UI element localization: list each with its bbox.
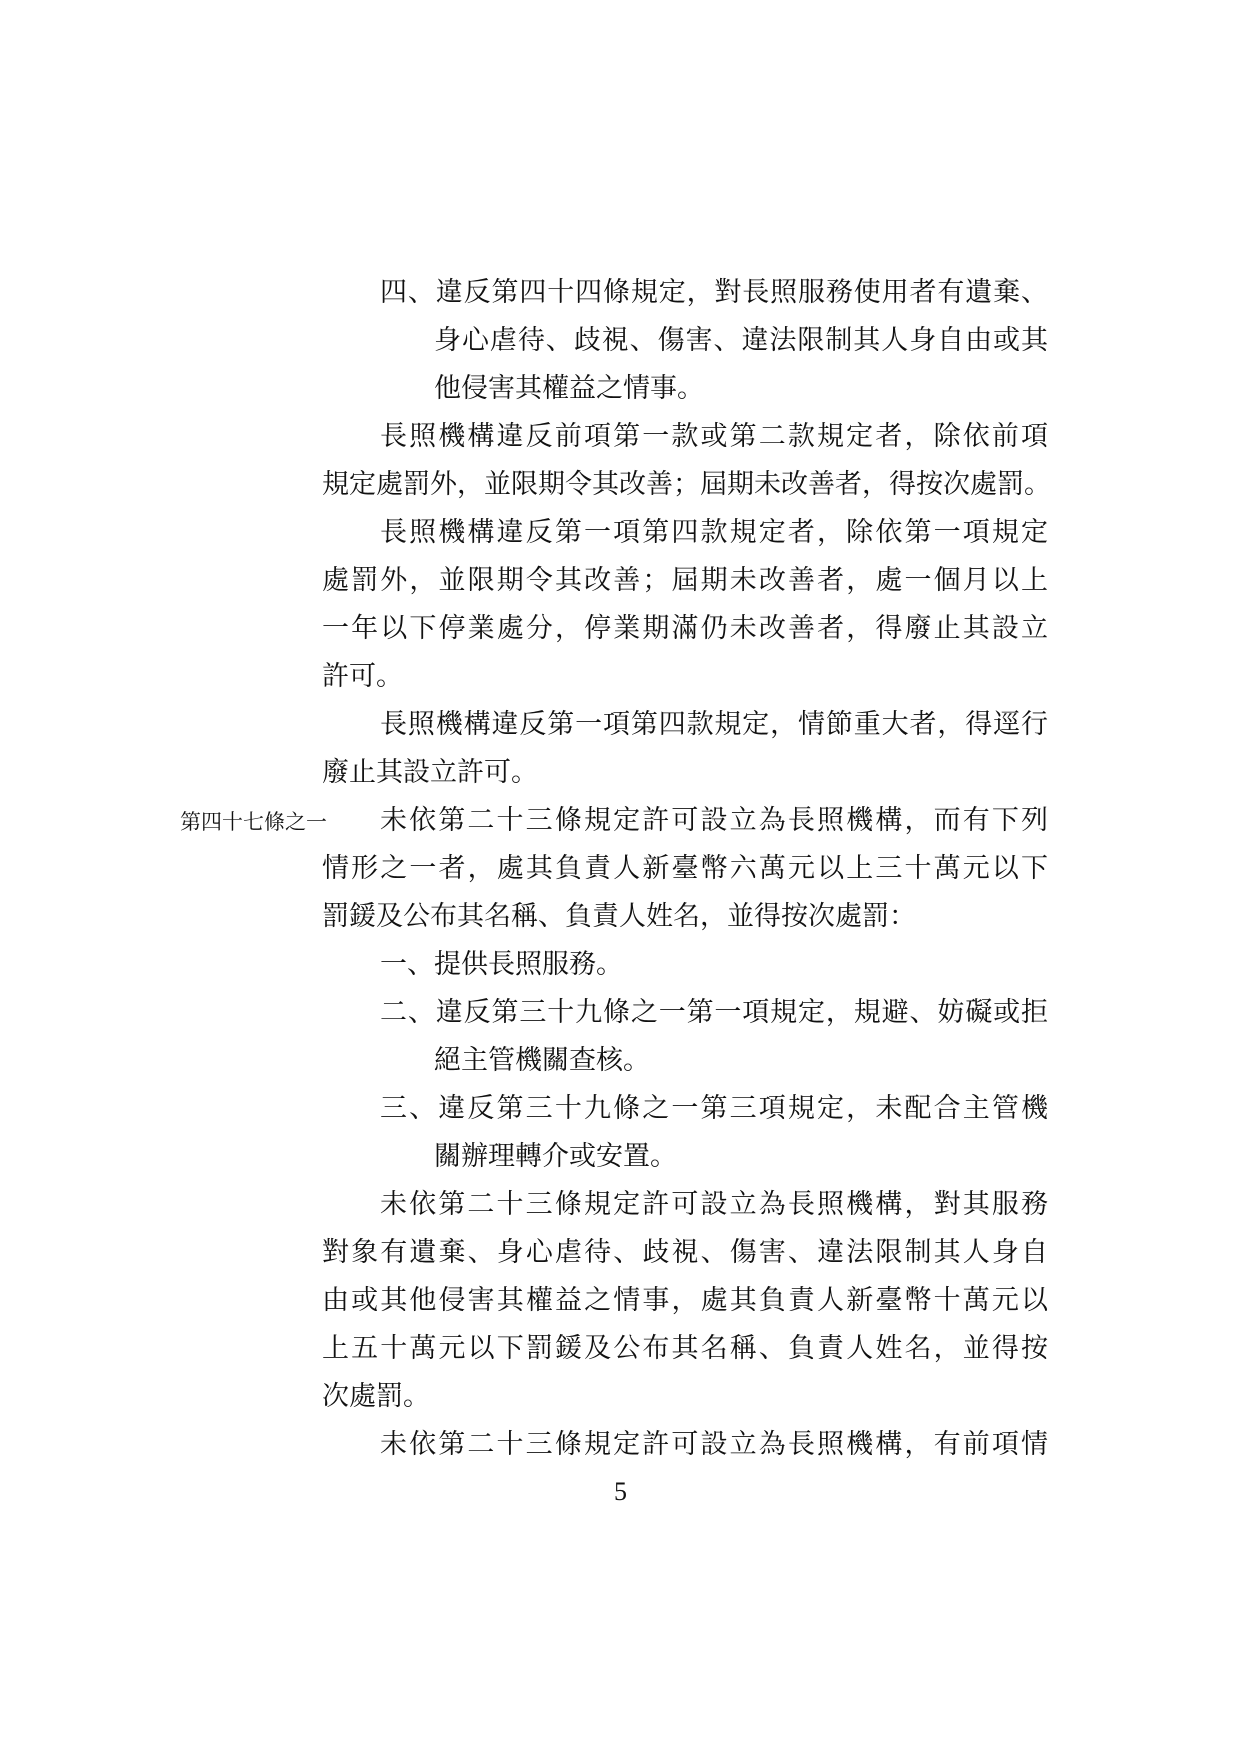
text-line: 未依第二十三條規定許可設立為長照機構，對其服務	[380, 1189, 1048, 1220]
text-line: 四、違反第四十四條規定，對長照服務使用者有遺棄、	[380, 277, 1048, 308]
text-line: 處罰外，並限期令其改善；屆期未改善者，處一個月以上	[322, 565, 1048, 596]
text-line: 廢止其設立許可。	[322, 757, 538, 788]
page-number: 5	[614, 1477, 627, 1506]
text-line: 一年以下停業處分，停業期滿仍未改善者，得廢止其設立	[322, 613, 1048, 644]
text-line: 罰鍰及公布其名稱、負責人姓名，並得按次處罰：	[322, 901, 916, 932]
text-line: 長照機構違反前項第一款或第二款規定者，除依前項	[380, 421, 1048, 452]
text-line: 未依第二十三條規定許可設立為長照機構，有前項情	[380, 1429, 1048, 1460]
text-line: 絕主管機關查核。	[434, 1045, 650, 1076]
text-line: 未依第二十三條規定許可設立為長照機構，而有下列	[380, 805, 1048, 836]
text-line: 一、提供長照服務。	[380, 949, 623, 980]
text-line: 二、違反第三十九條之一第一項規定，規避、妨礙或拒	[380, 997, 1048, 1028]
text-line: 對象有遺棄、身心虐待、歧視、傷害、違法限制其人身自	[322, 1237, 1048, 1268]
text-line: 次處罰。	[322, 1381, 430, 1412]
text-line: 許可。	[322, 661, 403, 692]
text-line: 上五十萬元以下罰鍰及公布其名稱、負責人姓名，並得按	[322, 1333, 1048, 1364]
article-label: 第四十七條之一	[180, 810, 327, 834]
text-line: 關辦理轉介或安置。	[434, 1141, 677, 1172]
text-line: 規定處罰外，並限期令其改善；屆期未改善者，得按次處罰。	[322, 469, 1051, 500]
text-line: 長照機構違反第一項第四款規定，情節重大者，得逕行	[380, 709, 1048, 740]
text-line: 他侵害其權益之情事。	[434, 373, 704, 404]
text-line: 情形之一者，處其負責人新臺幣六萬元以上三十萬元以下	[322, 853, 1048, 884]
text-line: 身心虐待、歧視、傷害、違法限制其人身自由或其	[434, 325, 1048, 356]
text-line: 長照機構違反第一項第四款規定者，除依第一項規定	[380, 517, 1048, 548]
text-line: 三、違反第三十九條之一第三項規定，未配合主管機	[380, 1093, 1048, 1124]
text-line: 由或其他侵害其權益之情事，處其負責人新臺幣十萬元以	[322, 1285, 1048, 1316]
